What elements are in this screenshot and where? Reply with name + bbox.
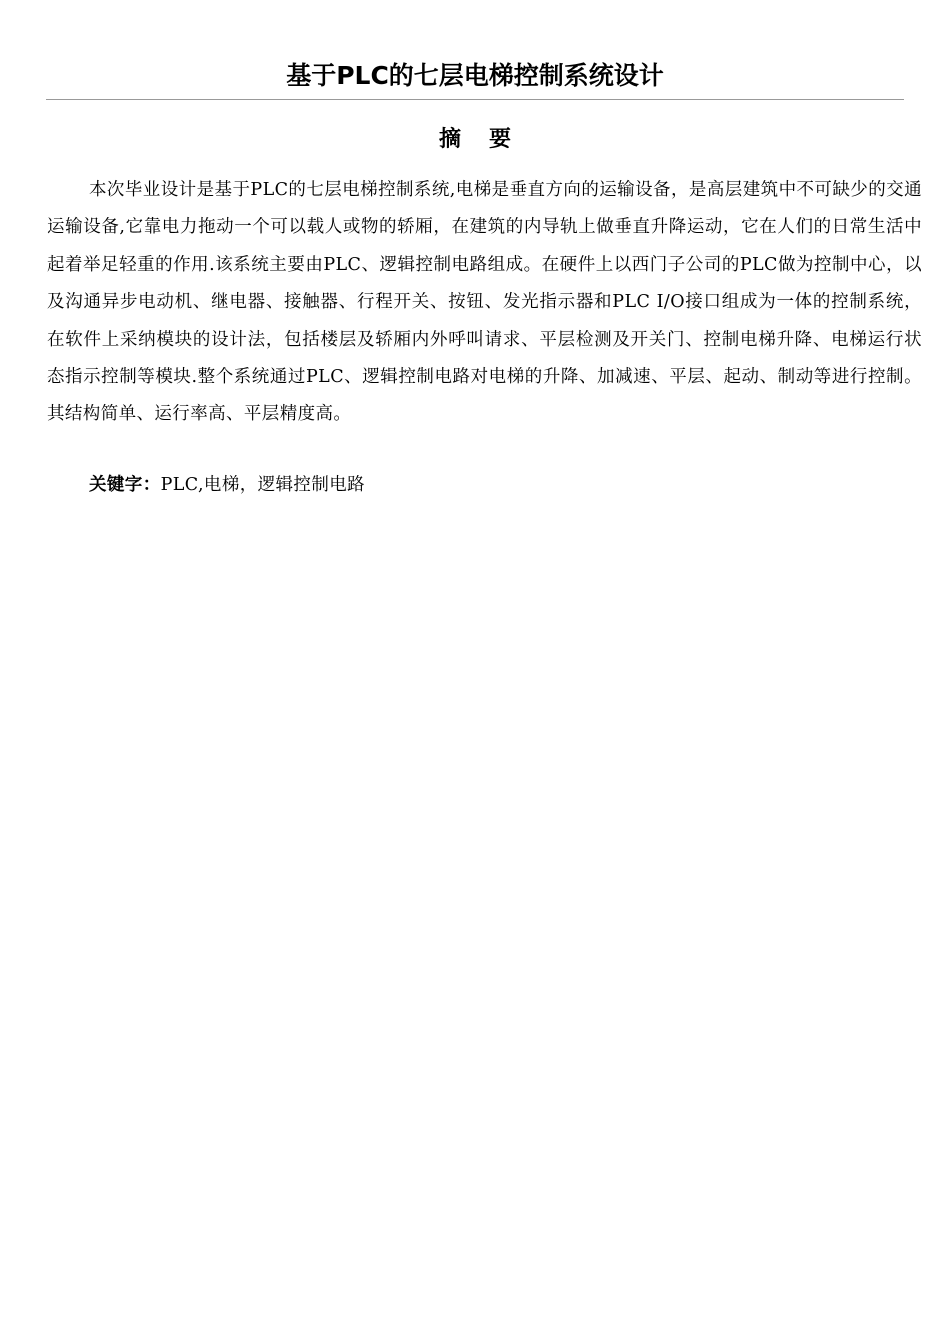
- keywords-label: 关键字：: [89, 475, 161, 495]
- keywords-line: [47, 468, 905, 502]
- page-title: 基于PLC的七层电梯控制系统设计: [286, 61, 664, 90]
- header-divider: [46, 99, 904, 100]
- abstract-paragraph: 本次毕业设计是基于PLC的七层电梯控制系统,电梯是垂直方向的运输设备，是高层建筑中不可缺少的交通运输设备,它靠电力拖动一个可以载人或物的轿厢，在建筑的内导轨上做垂直升降运动，它在人们的日常生活中起着举足轻重的作用.该系统主要由PLC、逻辑控制电路组成。在硬件上以西门子公司的PLC做为控制中心，以及沟通异步电动机、继电器、接触器、行程开关、按钮、发光指示器和PLC I/O接口组成为一体的控制系统，在软件上采纳模块的设计法，包括楼层及轿厢内外呼叫请求、平层检测及开关门、控制电梯升降、电梯运行状态指示控制等模块.整个系统通过PLC、逻辑控制电路对电梯的升降、加减速、平层、起动、制动等进行控制。其结构简单、运行率高、平层精度高。: [47, 180, 922, 425]
- abstract-heading: 摘要: [438, 126, 539, 152]
- keywords-value: PLC,电梯，逻辑控制电路: [160, 475, 366, 495]
